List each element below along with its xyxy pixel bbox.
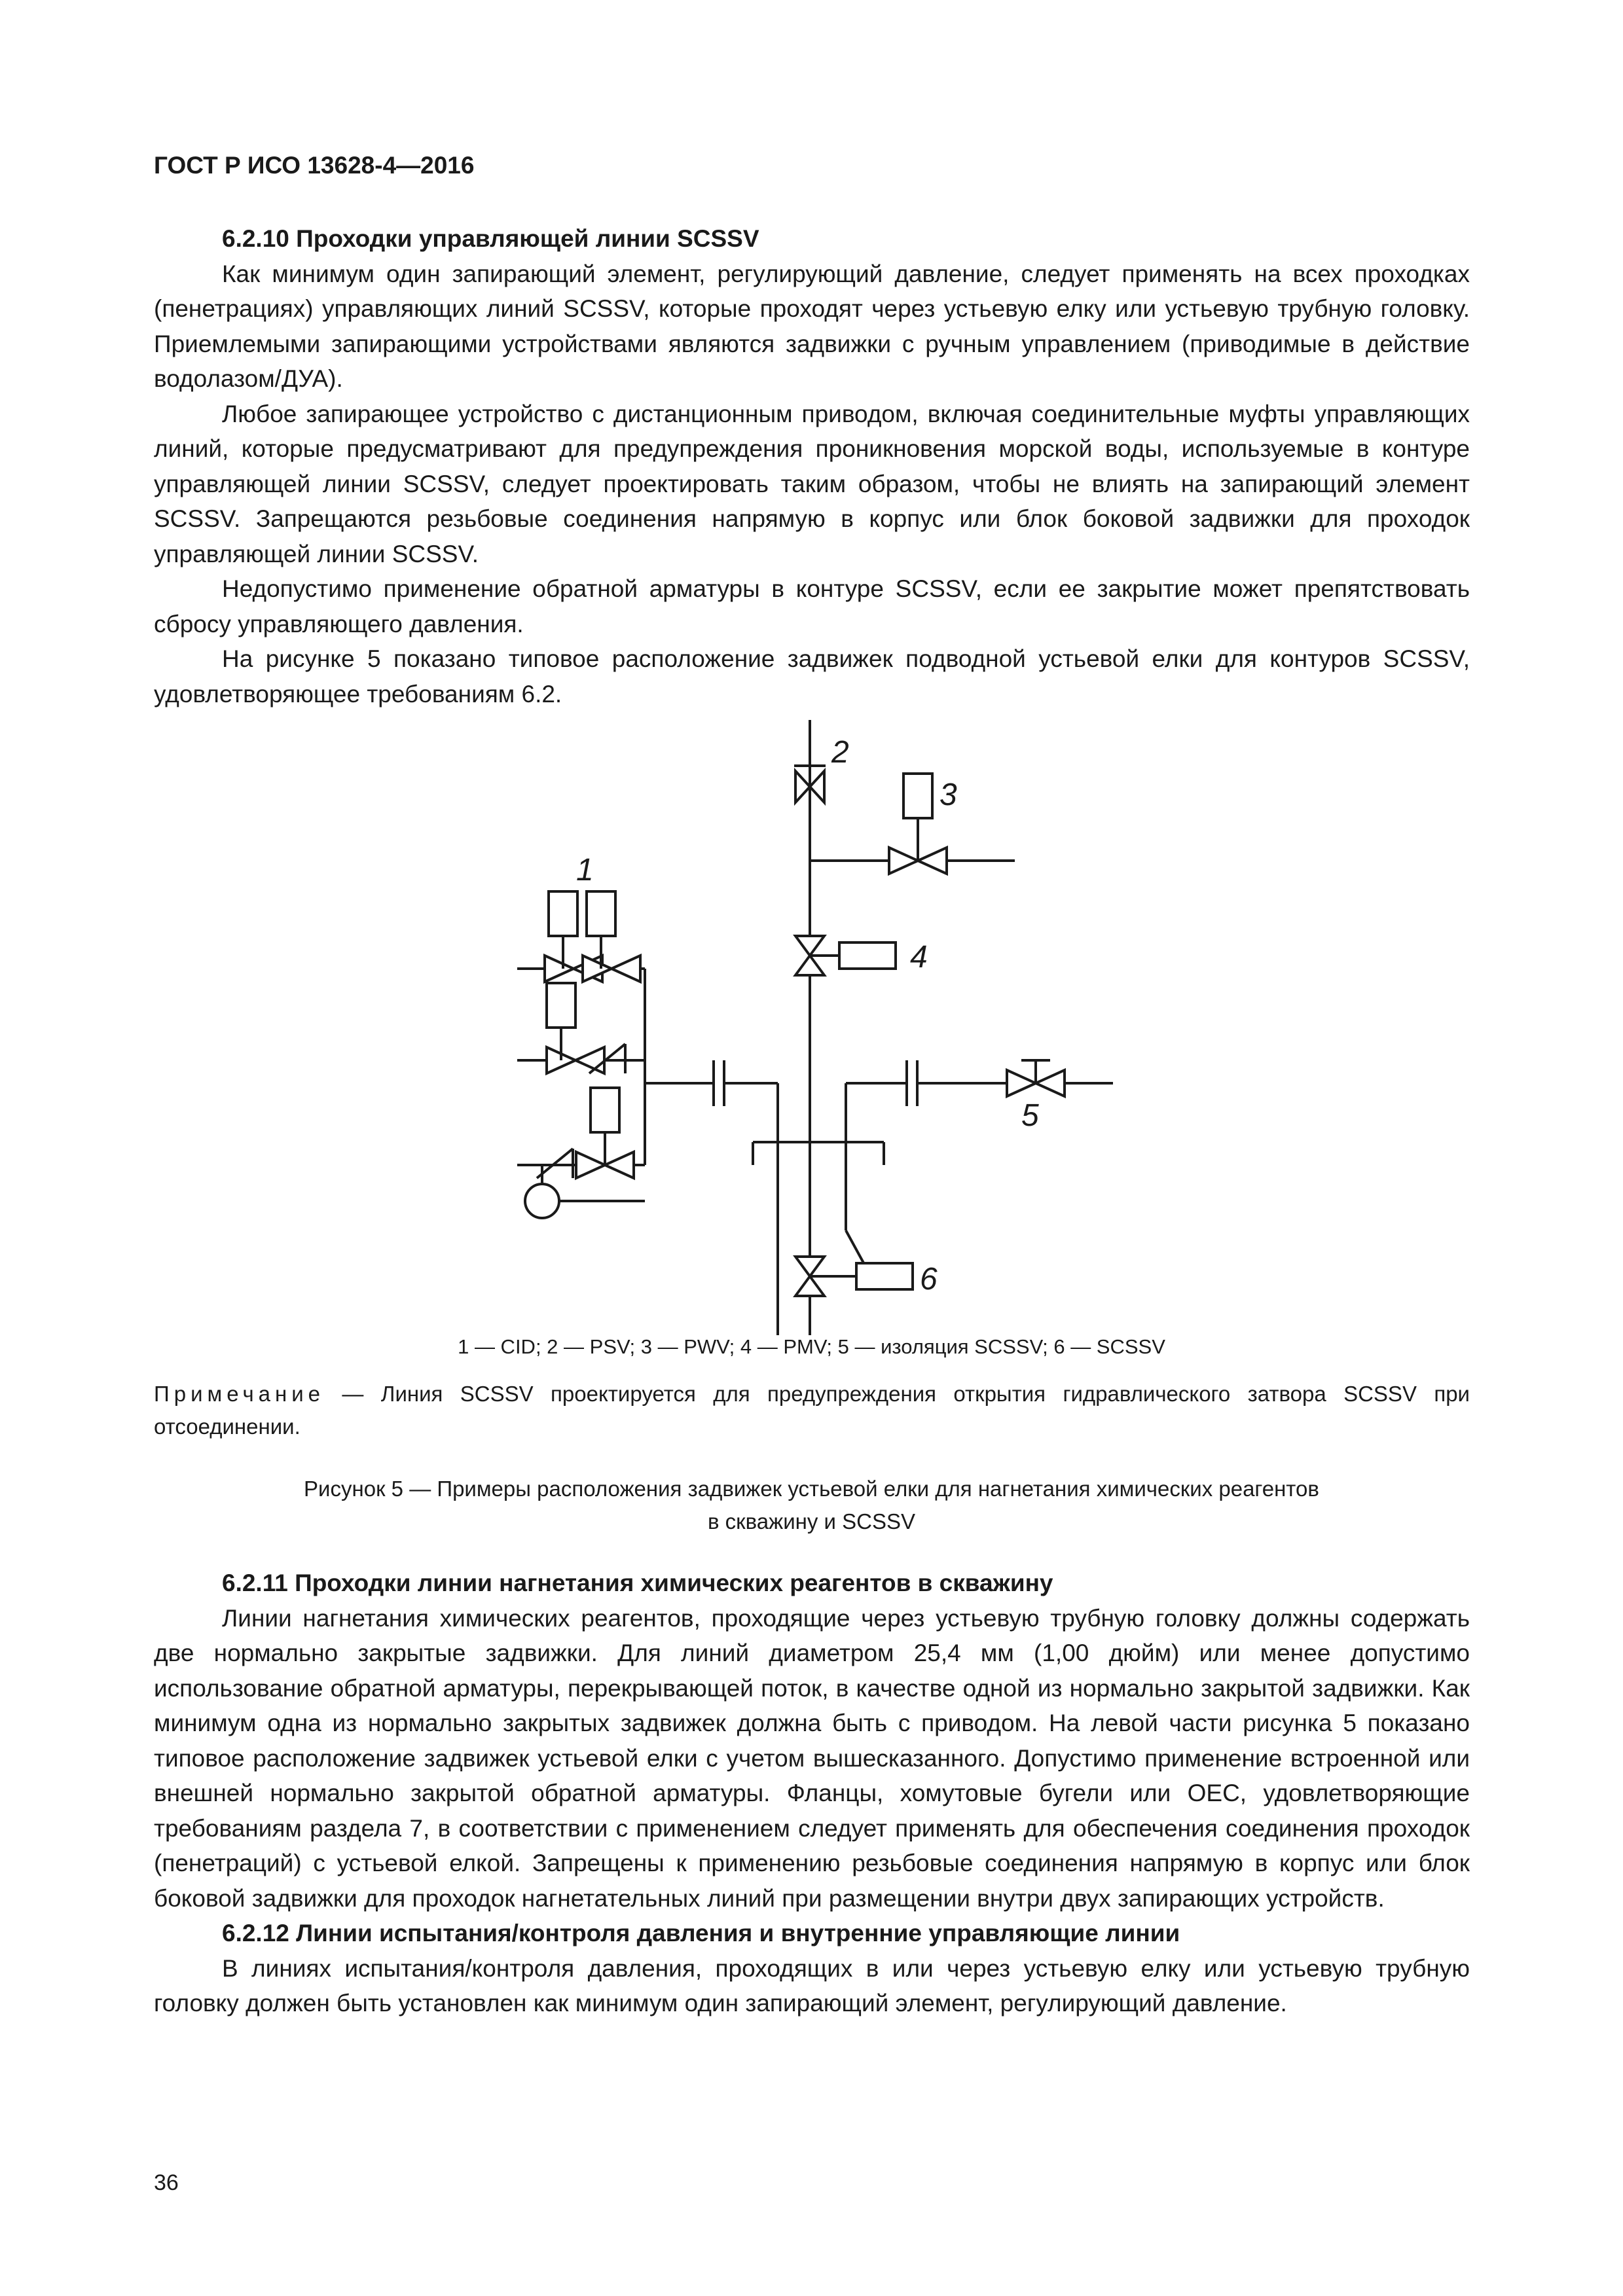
label-3: 3 [939, 778, 957, 812]
note-text: — Линия SCSSV проектируется для предупреждения открытия гидравлического затвора SCSSV при отсоединении. [154, 1382, 1470, 1439]
valve-schematic-diagram [0, 713, 1623, 1335]
paragraph: Линии нагнетания химических реагентов, проходящие через устьевую трубную головку должны содержать две нормально закрытые задвижки. Для линий диаметром 25,4 мм (1,00 дюйм) или менее допустимо использование обратной арматуры, перекрывающей поток, в качестве одной из нормально закрытой задвижки. Как минимум одна из нормально закрытых задвижек должна быть с приводом. На левой части рисунка 5 показано типовое расположение задвижек устьевой елки с учетом вышесказанного. Допустимо применение встроенной или внешней нормально закрытой обратной арматуры. Фланцы, хомутовые бугели или OEC, удовлетворяющие требованиям раздела 7, в соответствии с применением следует применять для обеспечения соединения проходок (пенетраций) с устьевой елкой. Запрещены к применению резьбовые соединения напрямую в корпус или блок боковой задвижки для проходок нагнетательных линий при размещении внутри двух запирающих устройств. [154, 1604, 1470, 1912]
valve-pmv-symbol [795, 936, 896, 975]
paragraph: Недопустимо применение обратной арматуры в контуре SCSSV, если ее закрытие может препятствовать сбросу управляющего давления. [154, 575, 1470, 637]
valve-scssv-isolation-symbol [1007, 1060, 1065, 1096]
label-6: 6 [920, 1262, 938, 1297]
valve-pwv-symbol [889, 774, 947, 874]
pressure-source-circle [525, 1184, 559, 1218]
page-number: 36 [154, 2170, 179, 2195]
sections-6-2-11-12 [154, 1566, 1470, 2021]
document-header: ГОСТ Р ИСО 13628-4—2016 [154, 152, 475, 179]
label-4: 4 [910, 940, 928, 975]
label-2: 2 [831, 735, 849, 770]
section-heading: 6.2.12 Линии испытания/контроля давления и внутренние управляющие линии [222, 1920, 1180, 1946]
valve-cid-row1-symbol [545, 891, 640, 982]
paragraph: На рисунке 5 показано типовое расположение задвижек подводной устьевой елки для контуров SCSSV, удовлетворяющее требованиям 6.2. [154, 645, 1470, 708]
note-label: Примечание [154, 1382, 325, 1406]
paragraph: В линиях испытания/контроля давления, проходящих в или через устьевую елку или устьевую трубную головку должен быть установлен как минимум один запирающий элемент, регулирующий давление. [154, 1954, 1470, 2017]
figure-note [154, 1378, 1470, 1443]
caption-line: в скважину и SCSSV [707, 1509, 916, 1534]
caption-line: Рисунок 5 — Примеры расположения задвижек устьевой елки для нагнетания химических реагентов [304, 1477, 1319, 1501]
section-heading: 6.2.10 Проходки управляющей линии SCSSV [222, 225, 759, 252]
valve-scssv-symbol [795, 1257, 913, 1296]
paragraph: Любое запирающее устройство с дистанционным приводом, включая соединительные муфты управляющих линий, которые предусматривают для предупреждения проникновения морской воды, используемые в контуре управляющей линии SCSSV, следует проектировать таким образом, чтобы не влиять на запирающий элемент SCSSV. Запрещаются резьбовые соединения напрямую в корпус или блок боковой задвижки для проходок управляющей линии SCSSV. [154, 400, 1470, 567]
section-6-2-10 [154, 221, 1470, 711]
figure-legend: 1 — CID; 2 — PSV; 3 — PWV; 4 — PMV; 5 — изоляция SCSSV; 6 — SCSSV [458, 1335, 1165, 1358]
paragraph: Как минимум один запирающий элемент, регулирующий давление, следует применять на всех проходках (пенетрациях) управляющих линий SCSSV, которые проходят через устьевую елку или устьевую трубную головку. Приемлемыми запирающими устройствами являются задвижки с ручным управлением (приводимые в действие водолазом/ДУА). [154, 260, 1470, 392]
section-heading: 6.2.11 Проходки линии нагнетания химических реагентов в скважину [222, 1570, 1053, 1596]
valve-cid-row3-symbol [537, 1088, 634, 1178]
figure-caption [0, 1473, 1623, 1538]
label-1: 1 [576, 853, 594, 888]
label-5: 5 [1021, 1098, 1039, 1133]
